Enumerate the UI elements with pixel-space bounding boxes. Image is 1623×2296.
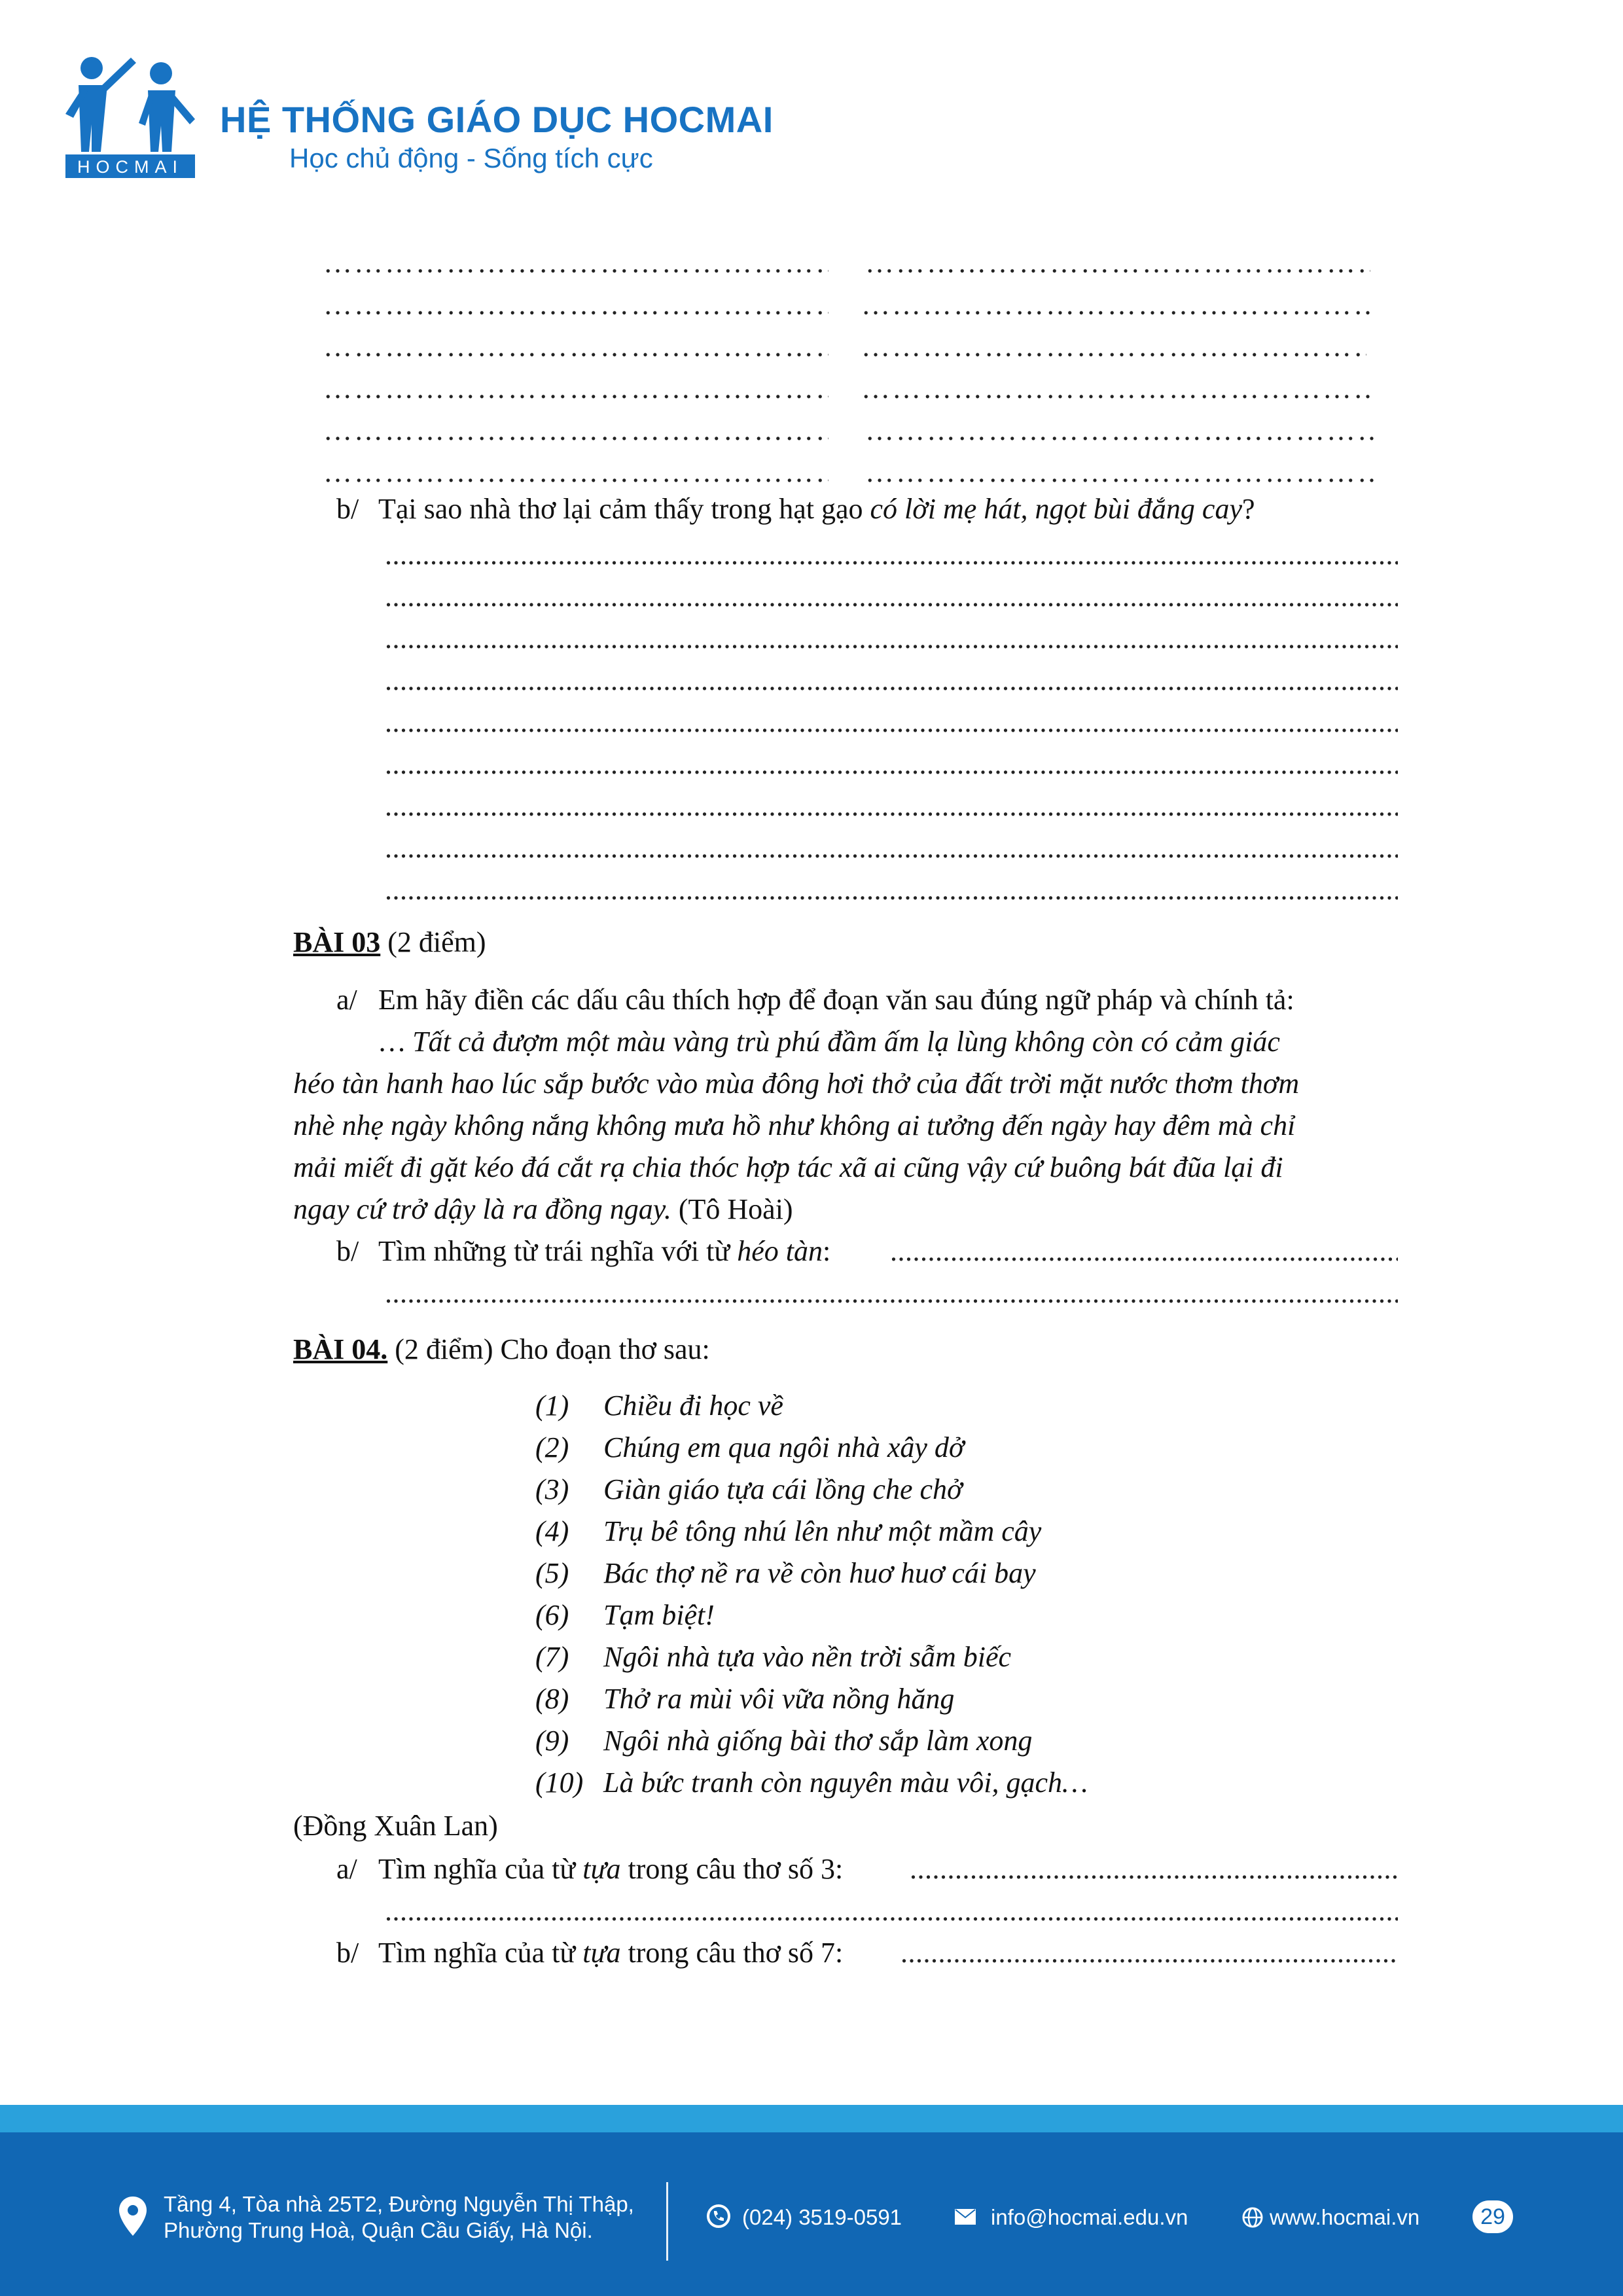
location-pin-icon — [118, 2195, 148, 2240]
question-label: b/ — [336, 493, 359, 525]
answer-line[interactable] — [385, 1897, 1398, 1926]
question-3a: a/ Em hãy điền các dấu câu thích hợp để đoạn văn sau đúng ngữ pháp và chính tả: — [336, 984, 1294, 1016]
passage-line: nhè nhẹ ngày không nắng không mưa hồ như không ai tưởng đến ngày hay đêm mà chỉ — [293, 1109, 1296, 1141]
hocmai-logo-icon — [63, 54, 198, 181]
poem-line: (4) Trụ bê tông nhú lên như một mầm cây — [535, 1515, 1042, 1547]
answer-line[interactable] — [385, 834, 1398, 863]
passage-line: mải miết đi gặt kéo đá cắt rạ chia thóc hợp tác xã ai cũng vậy cứ buông bát đũa lại đi — [293, 1151, 1283, 1183]
question-2b: b/ Tại sao nhà thơ lại cảm thấy trong hạt gạo có lời mẹ hát, ngọt bùi đắng cay? — [336, 493, 1255, 525]
passage-line: … Tất cả đượm một màu vàng trù phú đầm ấm lạ lùng không còn có cảm giác — [380, 1026, 1280, 1058]
website-link[interactable]: www.hocmai.vn — [1270, 2205, 1420, 2229]
address-line-2: Phường Trung Hoà, Quận Cầu Giấy, Hà Nội. — [164, 2218, 593, 2242]
poem-line: (1) Chiều đi học về — [535, 1390, 783, 1422]
poem-author: (Đồng Xuân Lan) — [293, 1810, 498, 1842]
footer-separator — [666, 2182, 668, 2261]
answer-line[interactable] — [385, 876, 1398, 905]
email-link[interactable]: info@hocmai.edu.vn — [991, 2205, 1188, 2229]
phone-number[interactable]: (024) 3519-0591 — [742, 2205, 902, 2229]
svg-text:HOCMAI: HOCMAI — [77, 157, 183, 177]
question-label: b/ — [336, 1937, 359, 1969]
globe-icon — [1242, 2207, 1263, 2231]
address-line-1: Tầng 4, Tòa nhà 25T2, Đường Nguyễn Thị Thập, — [164, 2192, 634, 2216]
footer-stripe — [0, 2105, 1623, 2132]
passage-source: (Tô Hoài) — [671, 1193, 793, 1225]
answer-line[interactable] — [323, 374, 829, 403]
answer-line[interactable] — [385, 792, 1398, 821]
phone-icon — [707, 2204, 730, 2231]
answer-line[interactable] — [323, 332, 829, 361]
answer-line[interactable] — [861, 291, 1374, 319]
answer-line[interactable] — [385, 1279, 1398, 1308]
poem-line: (6) Tạm biệt! — [535, 1599, 715, 1631]
question-4b: b/ Tìm nghĩa của từ tựa trong câu thơ số 7: — [336, 1937, 844, 1969]
answer-line[interactable] — [323, 249, 829, 278]
exercise-4-heading: BÀI 04. (2 điểm) Cho đoạn thơ sau: — [293, 1333, 710, 1365]
answer-line[interactable] — [861, 332, 1366, 361]
question-label: a/ — [336, 984, 357, 1016]
poem-line: (2) Chúng em qua ngôi nhà xây dở — [535, 1431, 965, 1463]
answer-line[interactable] — [385, 624, 1398, 653]
answer-line[interactable] — [323, 458, 829, 487]
passage-line: ngay cứ trở dậy là ra đồng ngay. (Tô Hoài) — [293, 1193, 793, 1225]
answer-line[interactable] — [865, 416, 1378, 445]
answer-line[interactable] — [323, 291, 829, 319]
answer-line[interactable] — [890, 1237, 1398, 1266]
exercise-3-heading: BÀI 03 (2 điểm) — [293, 926, 486, 958]
question-label: a/ — [336, 1853, 357, 1885]
answer-line[interactable] — [385, 541, 1398, 569]
brand-slogan: Học chủ động - Sống tích cực — [289, 143, 653, 173]
answer-line[interactable] — [323, 416, 829, 445]
answer-line[interactable] — [865, 458, 1378, 487]
poem-line: (5) Bác thợ nề ra về còn huơ huơ cái bay — [535, 1557, 1036, 1589]
answer-line[interactable] — [861, 374, 1374, 403]
poem-line: (9) Ngôi nhà giống bài thơ sắp làm xong — [535, 1725, 1033, 1757]
email-icon — [954, 2208, 976, 2229]
answer-line[interactable] — [901, 1939, 1398, 1967]
answer-line[interactable] — [385, 750, 1398, 779]
poem-line: (3) Giàn giáo tựa cái lồng che chở — [535, 1473, 963, 1505]
poem-line: (10) Là bức tranh còn nguyên màu vôi, gạch… — [535, 1767, 1088, 1799]
poem-line: (7) Ngôi nhà tựa vào nền trời sẫm biếc — [535, 1641, 1012, 1673]
question-3b: b/ Tìm những từ trái nghĩa với từ héo tàn: — [336, 1235, 831, 1267]
answer-line[interactable] — [385, 583, 1398, 611]
question-label: b/ — [336, 1235, 359, 1267]
answer-line[interactable] — [385, 708, 1398, 737]
footer — [0, 2132, 1623, 2296]
answer-line[interactable] — [910, 1855, 1398, 1884]
question-4a: a/ Tìm nghĩa của từ tựa trong câu thơ số 3: — [336, 1853, 844, 1885]
answer-line[interactable] — [865, 249, 1370, 278]
passage-line: héo tàn hanh hao lúc sắp bước vào mùa đông hơi thở của đất trời mặt nước thơm thơm — [293, 1067, 1300, 1100]
answer-line[interactable] — [385, 666, 1398, 695]
brand-title: HỆ THỐNG GIÁO DỤC HOCMAI — [220, 99, 774, 140]
poem-line: (8) Thở ra mùi vôi vữa nồng hăng — [535, 1683, 955, 1715]
page-number: 29 — [1472, 2200, 1513, 2233]
hocmai-logo — [63, 54, 198, 181]
